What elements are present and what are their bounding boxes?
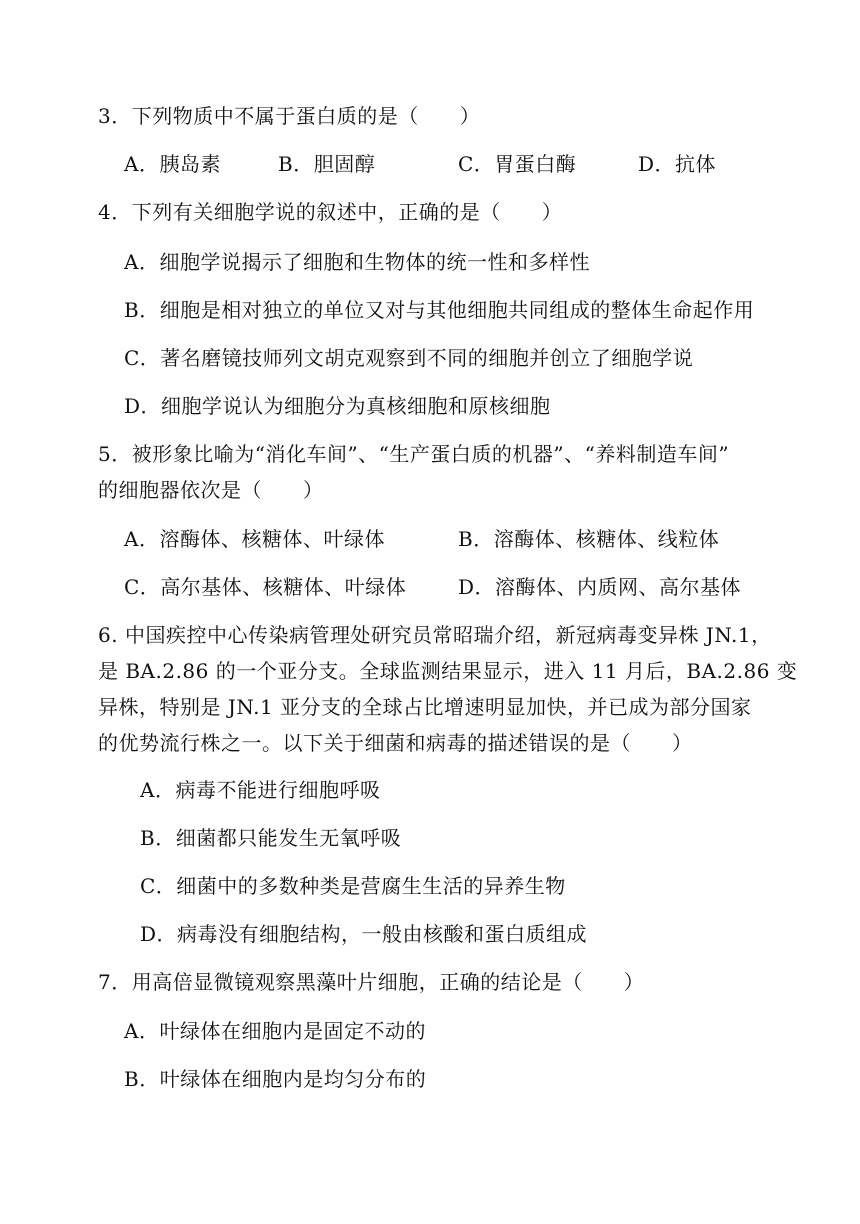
question-6-stem-line-3: 异株，特别是 JN.1 亚分支的全球占比增速明显加快，并已成为部分国家 bbox=[98, 695, 752, 719]
question-7-option-b: B．叶绿体在细胞内是均匀分布的 bbox=[124, 1067, 427, 1091]
question-3-option-d: D．抗体 bbox=[638, 152, 717, 176]
question-6-stem-line-4: 的优势流行株之一。以下关于细菌和病毒的描述错误的是（ ） bbox=[98, 731, 693, 755]
question-6-stem-line-1: 6. 中国疾控中心传染病管理处研究员常昭瑞介绍，新冠病毒变异株 JN.1， bbox=[98, 623, 772, 647]
question-3-stem: 3．下列物质中不属于蛋白质的是（ ） bbox=[98, 104, 481, 128]
question-4-option-c: C．著名磨镜技师列文胡克观察到不同的细胞并创立了细胞学说 bbox=[124, 346, 694, 370]
question-5-option-d: D．溶酶体、内质网、高尔基体 bbox=[458, 575, 742, 599]
question-7-stem: 7．用高倍显微镜观察黑藻叶片细胞，正确的结论是（ ） bbox=[98, 970, 645, 994]
question-3-option-a: A．胰岛素 bbox=[124, 152, 221, 176]
question-6-option-b: B．细菌都只能发生无氧呼吸 bbox=[140, 826, 402, 850]
question-4-stem: 4．下列有关细胞学说的叙述中，正确的是（ ） bbox=[98, 200, 563, 224]
question-7-option-a: A．叶绿体在细胞内是固定不动的 bbox=[124, 1019, 426, 1043]
question-4-option-b: B．细胞是相对独立的单位又对与其他细胞共同组成的整体生命起作用 bbox=[124, 298, 755, 322]
question-5-stem-line-2: 的细胞器依次是（ ） bbox=[98, 478, 324, 502]
question-3-option-b: B．胆固醇 bbox=[278, 152, 376, 176]
question-4-option-d: D．细胞学说认为细胞分为真核细胞和原核细胞 bbox=[124, 394, 551, 418]
question-5-option-c: C．高尔基体、核糖体、叶绿体 bbox=[124, 575, 407, 599]
question-5-option-a: A．溶酶体、核糖体、叶绿体 bbox=[124, 527, 385, 551]
question-5-option-b: B．溶酶体、核糖体、线粒体 bbox=[458, 527, 720, 551]
question-3-option-c: C．胃蛋白酶 bbox=[458, 152, 577, 176]
question-4-option-a: A．细胞学说揭示了细胞和生物体的统一性和多样性 bbox=[124, 250, 590, 274]
question-6-option-d: D．病毒没有细胞结构，一般由核酸和蛋白质组成 bbox=[140, 922, 588, 946]
question-5-stem-line-1: 5．被形象比喻为“消化车间”、“生产蛋白质的机器”、“养料制造车间” bbox=[98, 442, 730, 466]
question-6-stem-line-2: 是 BA.2.86 的一个亚分支。全球监测结果显示，进入 11 月后，BA.2.86 变 bbox=[98, 659, 798, 683]
question-6-option-c: C．细菌中的多数种类是营腐生生活的异养生物 bbox=[140, 874, 566, 898]
question-6-option-a: A．病毒不能进行细胞呼吸 bbox=[140, 778, 381, 802]
